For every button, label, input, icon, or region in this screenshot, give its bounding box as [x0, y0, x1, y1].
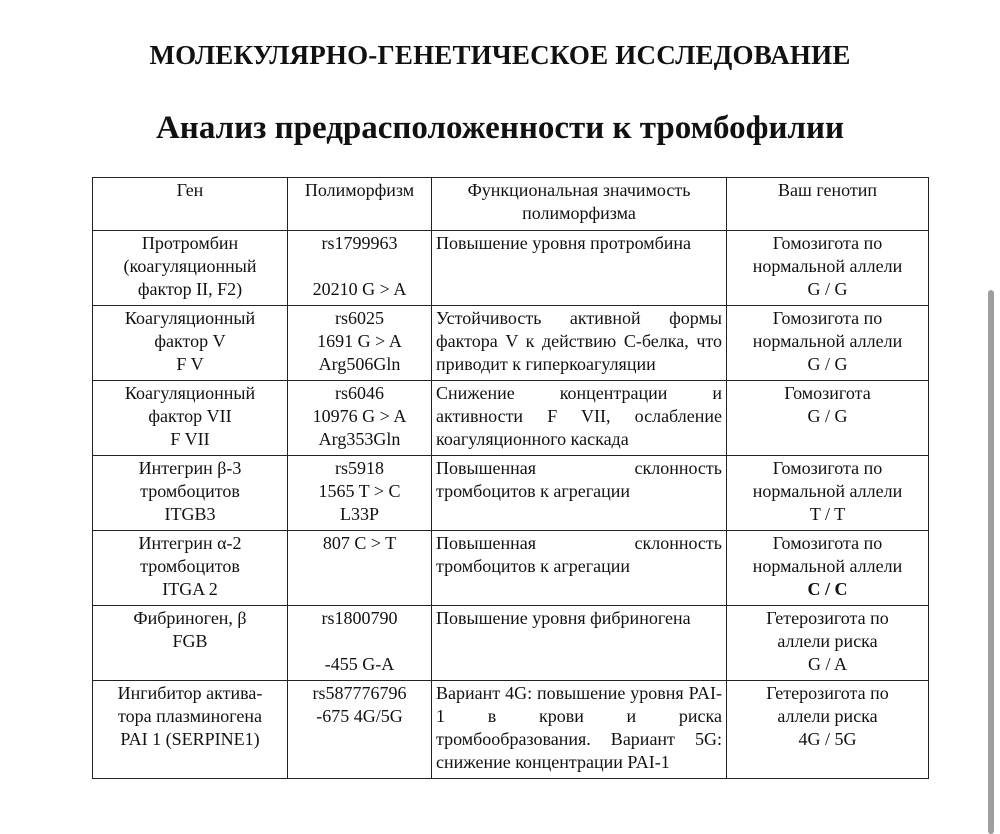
gene-line: FGB [172, 631, 208, 651]
polymorphism-cell [288, 231, 432, 306]
gene-line: ITGB3 [164, 504, 216, 524]
polymorphism-line: Arg353Gln [318, 429, 401, 449]
significance-cell: Устойчивость активной формы фактора V к действию С-белка, что приводит к гиперкоагуляции [432, 306, 727, 381]
table-header-row [93, 178, 929, 231]
polymorphism-line: Arg506Gln [318, 354, 401, 374]
gene-line: фактор V [154, 331, 226, 351]
column-header-genotype: Ваш генотип [727, 178, 929, 231]
polymorphism-line: 10976 G > A [312, 406, 407, 426]
gene-line: Ингибитор актива- [117, 683, 263, 703]
gene-line: F VII [170, 429, 210, 449]
genotype-line: G / G [807, 354, 848, 374]
column-header-significance: Функциональная значимость полиморфизма [432, 178, 727, 231]
gene-line: тромбоцитов [140, 556, 240, 576]
gene-cell [93, 456, 288, 531]
gene-cell [93, 531, 288, 606]
gene-line: Интегрин β-3 [138, 458, 242, 478]
gene-cell [93, 306, 288, 381]
polymorphism-cell [288, 531, 432, 606]
genetic-results-table [92, 177, 929, 779]
genotype-cell [727, 531, 929, 606]
polymorphism-line: 20210 G > A [312, 279, 407, 299]
genotype-line: Гетерозигота по [766, 608, 889, 628]
polymorphism-cell [288, 681, 432, 779]
significance-cell: Повышение уровня протромбина [432, 231, 727, 306]
gene-line: Фибриноген, β [133, 608, 247, 628]
gene-line: Протромбин [141, 233, 239, 253]
table-row [93, 231, 929, 306]
gene-line: F V [176, 354, 204, 374]
gene-line: PAI 1 (SERPINE1) [120, 729, 260, 749]
gene-line: тора плазминогена [118, 706, 262, 726]
table-row [93, 531, 929, 606]
polymorphism-line: rs1800790 [321, 608, 398, 628]
genotype-cell [727, 381, 929, 456]
genotype-line: 4G / 5G [798, 729, 857, 749]
polymorphism-cell [288, 456, 432, 531]
genotype-line: нормальной аллели [752, 331, 903, 351]
genotype-line: аллели риска [777, 706, 878, 726]
genotype-line: Гетерозигота по [766, 683, 889, 703]
polymorphism-line: -455 G-A [324, 654, 395, 674]
polymorphism-line: L33P [339, 504, 379, 524]
genotype-cell [727, 306, 929, 381]
genotype-line: T / T [809, 504, 846, 524]
significance-cell: Снижение концентрации и активности F VII, ослабление коагуляционного каскада [432, 381, 727, 456]
polymorphism-line: 1565 T > C [318, 481, 401, 501]
gene-line: Коагуляционный [124, 308, 256, 328]
table-row [93, 381, 929, 456]
genotype-line: нормальной аллели [752, 256, 903, 276]
gene-cell [93, 681, 288, 779]
genotype-line: Гомозигота по [772, 308, 883, 328]
genotype-cell [727, 456, 929, 531]
polymorphism-line: 1691 G > A [317, 331, 402, 351]
gene-cell [93, 231, 288, 306]
document-subheading: Анализ предрасположенности к тромбофилии [155, 110, 845, 146]
gene-cell [93, 606, 288, 681]
polymorphism-line: rs5918 [335, 458, 384, 478]
genotype-cell [727, 231, 929, 306]
table-row [93, 456, 929, 531]
genotype-line: нормальной аллели [752, 556, 903, 576]
significance-cell: Повышенная склонность тромбоцитов к агрегации [432, 531, 727, 606]
table-row [93, 306, 929, 381]
polymorphism-line: rs1799963 [321, 233, 398, 253]
polymorphism-cell [288, 381, 432, 456]
significance-cell: Повышение уровня фибриногена [432, 606, 727, 681]
polymorphism-cell [288, 306, 432, 381]
gene-line: ITGA 2 [162, 579, 218, 599]
column-header-gene: Ген [93, 178, 288, 231]
vertical-scrollbar[interactable] [988, 290, 994, 834]
gene-line: фактор VII [148, 406, 232, 426]
gene-line: фактор II, F2) [137, 279, 243, 299]
gene-line: тромбоцитов [140, 481, 240, 501]
genotype-line: Гомозигота по [772, 533, 883, 553]
genotype-line: Гомозигота [784, 383, 871, 403]
table-row [93, 606, 929, 681]
polymorphism-line: rs587776796 [312, 683, 407, 703]
polymorphism-line: rs6025 [335, 308, 384, 328]
genotype-line: Гомозигота по [772, 233, 883, 253]
document-heading: МОЛЕКУЛЯРНО-ГЕНЕТИЧЕСКОЕ ИССЛЕДОВАНИЕ [149, 40, 851, 70]
gene-line: Интегрин α-2 [138, 533, 242, 553]
table-row [93, 681, 929, 779]
column-header-polymorphism: Полиморфизм [288, 178, 432, 231]
genotype-cell [727, 681, 929, 779]
genotype-line: G / G [807, 406, 848, 426]
gene-line: Коагуляционный [124, 383, 256, 403]
polymorphism-cell [288, 606, 432, 681]
polymorphism-line: -675 4G/5G [316, 706, 403, 726]
significance-cell: Повышенная склонность тромбоцитов к агрегации [432, 456, 727, 531]
significance-cell: Вариант 4G: повышение уровня PAI-1 в крови и риска тромбообразования. Вариант 5G: снижение концентрации PAI-1 [432, 681, 727, 779]
polymorphism-line: 807 C > T [322, 533, 397, 553]
genotype-line: G / A [807, 654, 847, 674]
genotype-cell [727, 606, 929, 681]
polymorphism-line: rs6046 [335, 383, 384, 403]
genotype-line: G / G [807, 279, 848, 299]
genotype-line: нормальной аллели [752, 481, 903, 501]
gene-line: (коагуляционный [123, 256, 257, 276]
genotype-line: Гомозигота по [772, 458, 883, 478]
gene-cell [93, 381, 288, 456]
genotype-line: C / C [807, 579, 848, 599]
genotype-line: аллели риска [777, 631, 878, 651]
